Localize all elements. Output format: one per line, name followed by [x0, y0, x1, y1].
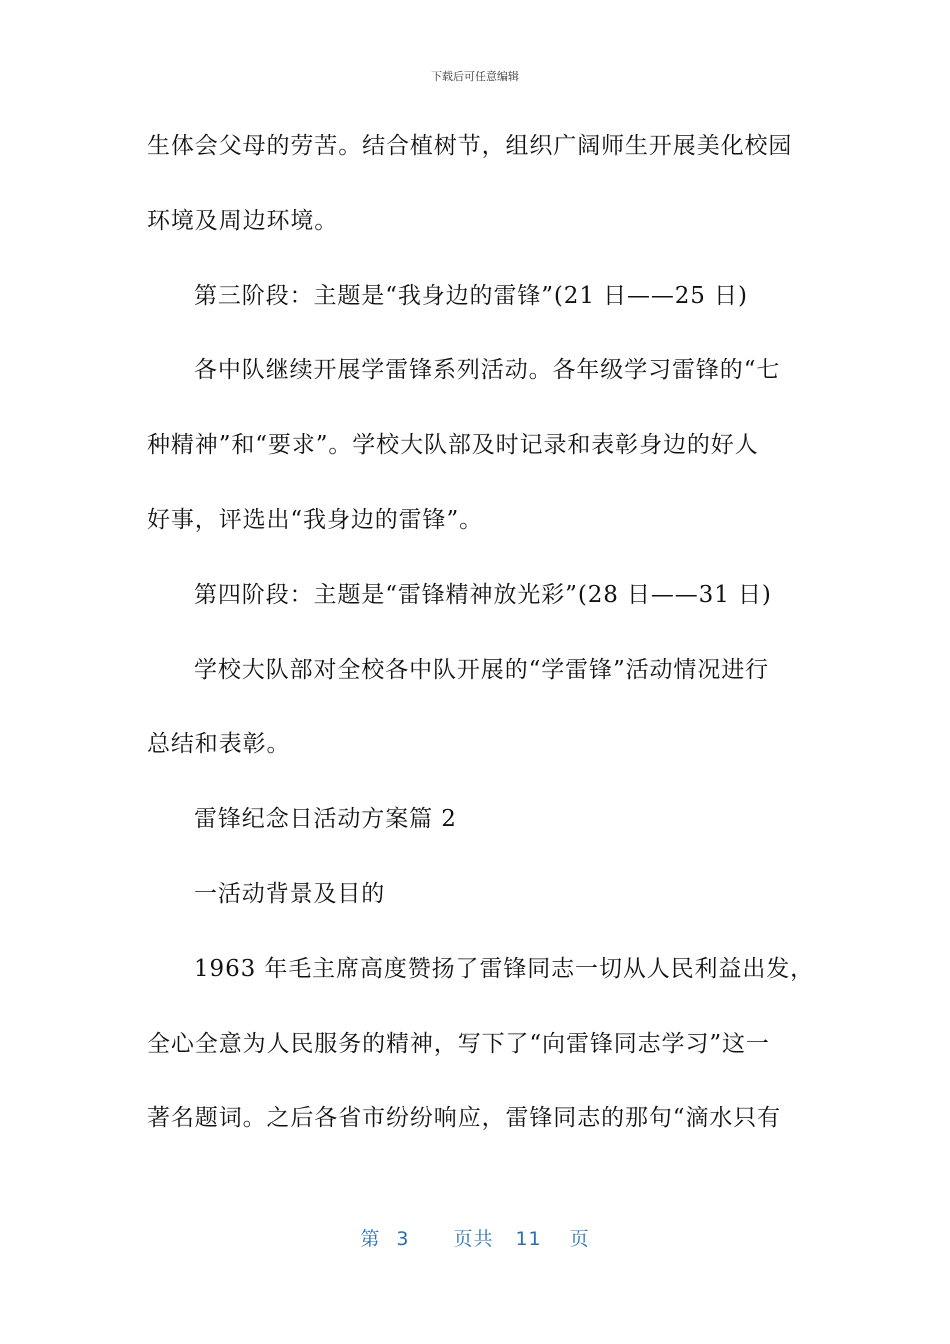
section-heading-stage-3: 第三阶段：主题是“我身边的雷锋”(21 日——25 日): [194, 282, 748, 309]
footer-middle: 页共: [453, 1228, 494, 1250]
body-line: 著名题词。之后各省市纷纷响应，雷锋同志的那句“滴水只有: [147, 1105, 782, 1132]
footer-prefix: 第: [360, 1228, 381, 1250]
body-line: 1963 年毛主席高度赞扬了雷锋同志一切从人民利益出发，: [194, 955, 815, 982]
body-line: 环境及周边环境。: [147, 207, 339, 234]
section-heading-stage-4: 第四阶段：主题是“雷锋精神放光彩”(28 日——31 日): [194, 581, 772, 608]
page-header-note: 下载后可任意编辑: [431, 70, 519, 83]
section-heading-background: 一活动背景及目的: [194, 880, 386, 907]
footer-total-pages: 11: [515, 1228, 542, 1250]
body-line: 各中队继续开展学雷锋系列活动。各年级学习雷锋的“七: [194, 357, 781, 384]
body-line: 总结和表彰。: [147, 731, 291, 758]
document-body: [147, 126, 815, 1173]
footer-suffix: 页: [569, 1228, 590, 1250]
body-line: 全心全意为人民服务的精神，写下了“向雷锋同志学习”这一: [147, 1030, 770, 1057]
body-line: 好事，评选出“我身边的雷锋”。: [147, 506, 484, 533]
footer-current-page: 3: [396, 1228, 410, 1250]
page-number-footer: [0, 1224, 950, 1251]
body-line: 种精神”和“要求”。学校大队部及时记录和表彰身边的好人: [147, 432, 759, 459]
body-line: 生体会父母的劳苦。结合植树节，组织广阔师生开展美化校园: [147, 133, 793, 159]
body-line: 学校大队部对全校各中队开展的“学雷锋”活动情况进行: [194, 656, 770, 683]
article-title: 雷锋纪念日活动方案篇 2: [194, 806, 457, 833]
